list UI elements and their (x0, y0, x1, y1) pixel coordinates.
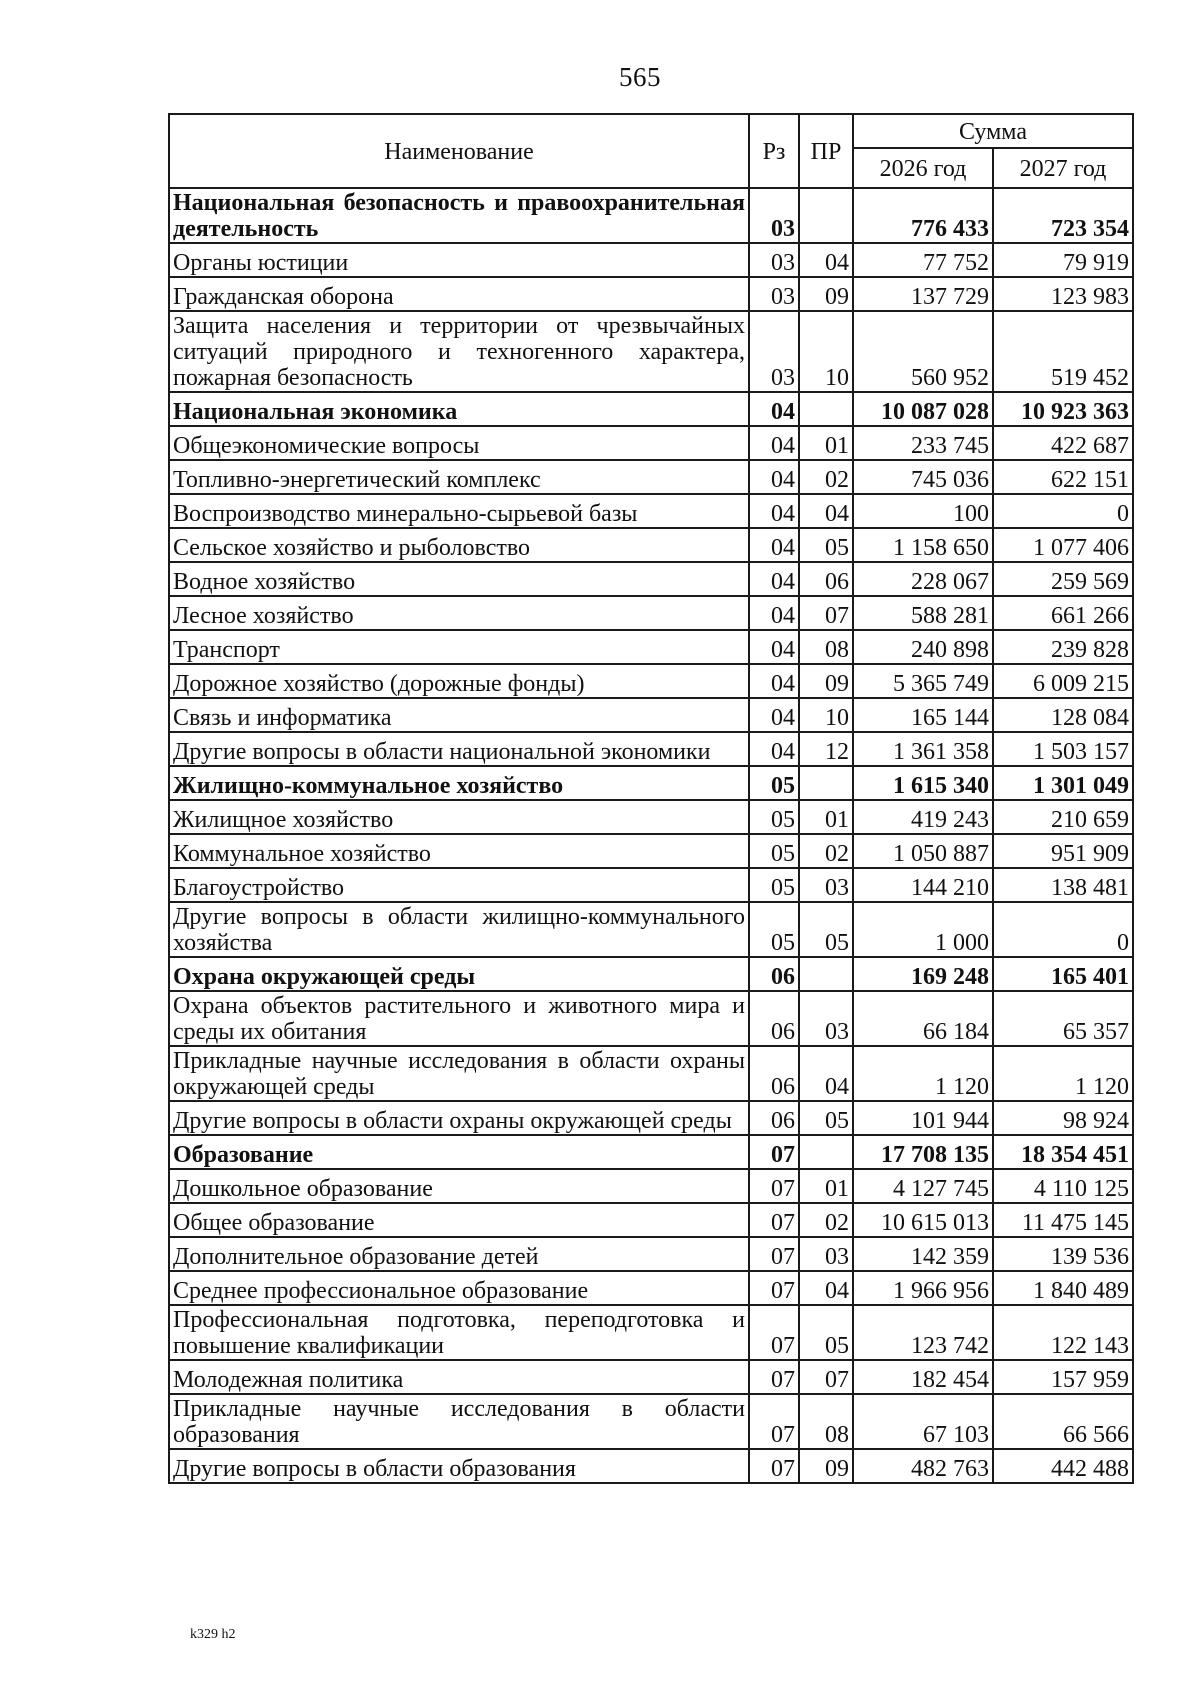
cell-name: Дошкольное образование (169, 1169, 749, 1203)
cell-pr (799, 392, 853, 426)
cell-name: Национальная безопасность и правоохранительная деятельность (169, 188, 749, 243)
cell-rz: 04 (749, 596, 799, 630)
cell-name: Другие вопросы в области охраны окружающей среды (169, 1101, 749, 1135)
table-row (169, 664, 1133, 698)
cell-name: Национальная экономика (169, 392, 749, 426)
cell-amount-2027: 1 077 406 (993, 528, 1133, 562)
cell-pr: 01 (799, 1169, 853, 1203)
cell-amount-2027: 1 840 489 (993, 1271, 1133, 1305)
cell-rz: 05 (749, 868, 799, 902)
cell-amount-2027: 6 009 215 (993, 664, 1133, 698)
cell-name: Прикладные научные исследования в области охраны окружающей среды (169, 1046, 749, 1101)
cell-rz: 04 (749, 698, 799, 732)
cell-amount-2027: 10 923 363 (993, 392, 1133, 426)
cell-pr (799, 188, 853, 243)
cell-pr: 04 (799, 1271, 853, 1305)
cell-name: Образование (169, 1135, 749, 1169)
cell-rz: 05 (749, 766, 799, 800)
table-row (169, 1203, 1133, 1237)
cell-amount-2026: 165 144 (853, 698, 993, 732)
cell-amount-2027: 98 924 (993, 1101, 1133, 1135)
cell-amount-2026: 100 (853, 494, 993, 528)
cell-name: Другие вопросы в области образования (169, 1449, 749, 1483)
cell-amount-2026: 1 615 340 (853, 766, 993, 800)
cell-amount-2026: 67 103 (853, 1394, 993, 1449)
table-body (169, 188, 1133, 1483)
cell-amount-2027: 1 120 (993, 1046, 1133, 1101)
cell-pr: 04 (799, 1046, 853, 1101)
cell-amount-2026: 77 752 (853, 243, 993, 277)
cell-pr: 07 (799, 1360, 853, 1394)
cell-name: Дополнительное образование детей (169, 1237, 749, 1271)
cell-amount-2026: 1 361 358 (853, 732, 993, 766)
cell-amount-2026: 560 952 (853, 311, 993, 392)
table-row (169, 902, 1133, 957)
cell-name: Дорожное хозяйство (дорожные фонды) (169, 664, 749, 698)
cell-name: Среднее профессиональное образование (169, 1271, 749, 1305)
budget-table-container (168, 113, 1132, 1484)
cell-rz: 07 (749, 1394, 799, 1449)
cell-name: Охрана окружающей среды (169, 957, 749, 991)
cell-amount-2026: 5 365 749 (853, 664, 993, 698)
cell-rz: 07 (749, 1237, 799, 1271)
cell-pr: 07 (799, 596, 853, 630)
table-row (169, 528, 1133, 562)
cell-amount-2026: 1 050 887 (853, 834, 993, 868)
cell-pr: 05 (799, 1101, 853, 1135)
cell-rz: 05 (749, 834, 799, 868)
cell-pr: 06 (799, 562, 853, 596)
table-section-row (169, 392, 1133, 426)
cell-amount-2026: 1 120 (853, 1046, 993, 1101)
cell-amount-2027: 123 983 (993, 277, 1133, 311)
cell-rz: 04 (749, 664, 799, 698)
cell-amount-2027: 138 481 (993, 868, 1133, 902)
cell-amount-2026: 101 944 (853, 1101, 993, 1135)
cell-rz: 07 (749, 1449, 799, 1483)
cell-name: Лесное хозяйство (169, 596, 749, 630)
cell-name: Общеэкономические вопросы (169, 426, 749, 460)
cell-amount-2026: 482 763 (853, 1449, 993, 1483)
cell-amount-2027: 259 569 (993, 562, 1133, 596)
cell-amount-2027: 210 659 (993, 800, 1133, 834)
cell-amount-2027: 661 266 (993, 596, 1133, 630)
table-row (169, 630, 1133, 664)
table-section-row (169, 957, 1133, 991)
table-row (169, 1305, 1133, 1360)
cell-amount-2026: 10 615 013 (853, 1203, 993, 1237)
cell-pr: 02 (799, 1203, 853, 1237)
cell-pr: 01 (799, 426, 853, 460)
cell-rz: 07 (749, 1305, 799, 1360)
cell-pr: 02 (799, 834, 853, 868)
cell-amount-2027: 1 301 049 (993, 766, 1133, 800)
table-section-row (169, 188, 1133, 243)
cell-name: Другие вопросы в области жилищно-коммунального хозяйства (169, 902, 749, 957)
cell-amount-2026: 1 158 650 (853, 528, 993, 562)
table-row (169, 1101, 1133, 1135)
cell-amount-2026: 182 454 (853, 1360, 993, 1394)
cell-pr (799, 957, 853, 991)
table-row (169, 426, 1133, 460)
cell-amount-2026: 10 087 028 (853, 392, 993, 426)
cell-name: Общее образование (169, 1203, 749, 1237)
cell-amount-2026: 745 036 (853, 460, 993, 494)
cell-amount-2026: 1 000 (853, 902, 993, 957)
cell-rz: 06 (749, 991, 799, 1046)
cell-amount-2027: 165 401 (993, 957, 1133, 991)
table-row (169, 494, 1133, 528)
table-section-row (169, 1135, 1133, 1169)
cell-rz: 04 (749, 494, 799, 528)
cell-rz: 04 (749, 630, 799, 664)
cell-pr: 05 (799, 1305, 853, 1360)
cell-rz: 07 (749, 1360, 799, 1394)
cell-pr: 04 (799, 494, 853, 528)
cell-pr: 10 (799, 698, 853, 732)
table-row (169, 277, 1133, 311)
cell-name: Связь и информатика (169, 698, 749, 732)
cell-amount-2026: 123 742 (853, 1305, 993, 1360)
cell-rz: 06 (749, 1046, 799, 1101)
cell-amount-2026: 1 966 956 (853, 1271, 993, 1305)
cell-amount-2026: 233 745 (853, 426, 993, 460)
cell-rz: 04 (749, 392, 799, 426)
cell-amount-2027: 122 143 (993, 1305, 1133, 1360)
cell-amount-2027: 422 687 (993, 426, 1133, 460)
cell-name: Защита населения и территории от чрезвычайных ситуаций природного и техногенного характера, пожарная безопасность (169, 311, 749, 392)
table-section-row (169, 766, 1133, 800)
cell-amount-2027: 519 452 (993, 311, 1133, 392)
cell-name: Благоустройство (169, 868, 749, 902)
cell-amount-2027: 18 354 451 (993, 1135, 1133, 1169)
cell-amount-2027: 11 475 145 (993, 1203, 1133, 1237)
table-row (169, 1360, 1133, 1394)
header-year-2026: 2026 год (853, 148, 993, 188)
cell-rz: 04 (749, 732, 799, 766)
table-row (169, 1237, 1133, 1271)
header-year-2027: 2027 год (993, 148, 1133, 188)
cell-amount-2027: 0 (993, 902, 1133, 957)
table-row (169, 1394, 1133, 1449)
cell-amount-2027: 79 919 (993, 243, 1133, 277)
cell-pr: 08 (799, 1394, 853, 1449)
cell-pr: 09 (799, 277, 853, 311)
cell-amount-2026: 144 210 (853, 868, 993, 902)
table-row (169, 1046, 1133, 1101)
header-pr: ПР (799, 114, 853, 188)
cell-rz: 06 (749, 957, 799, 991)
cell-amount-2026: 419 243 (853, 800, 993, 834)
cell-pr: 09 (799, 1449, 853, 1483)
cell-pr: 05 (799, 902, 853, 957)
cell-amount-2027: 951 909 (993, 834, 1133, 868)
header-sum: Сумма (853, 114, 1133, 148)
cell-name: Коммунальное хозяйство (169, 834, 749, 868)
cell-rz: 03 (749, 188, 799, 243)
cell-rz: 03 (749, 311, 799, 392)
cell-rz: 03 (749, 243, 799, 277)
cell-amount-2027: 239 828 (993, 630, 1133, 664)
cell-pr: 03 (799, 1237, 853, 1271)
cell-amount-2026: 228 067 (853, 562, 993, 596)
cell-pr: 03 (799, 868, 853, 902)
table-row (169, 991, 1133, 1046)
table-row (169, 460, 1133, 494)
cell-pr (799, 766, 853, 800)
budget-table (168, 113, 1134, 1484)
cell-pr: 05 (799, 528, 853, 562)
table-header (169, 114, 1133, 188)
cell-rz: 04 (749, 460, 799, 494)
cell-name: Воспроизводство минерально-сырьевой базы (169, 494, 749, 528)
cell-amount-2027: 4 110 125 (993, 1169, 1133, 1203)
cell-rz: 05 (749, 902, 799, 957)
cell-pr: 10 (799, 311, 853, 392)
table-row (169, 732, 1133, 766)
cell-name: Прикладные научные исследования в области образования (169, 1394, 749, 1449)
cell-amount-2027: 1 503 157 (993, 732, 1133, 766)
cell-rz: 04 (749, 426, 799, 460)
cell-rz: 03 (749, 277, 799, 311)
cell-name: Транспорт (169, 630, 749, 664)
cell-amount-2026: 4 127 745 (853, 1169, 993, 1203)
cell-amount-2026: 142 359 (853, 1237, 993, 1271)
cell-name: Охрана объектов растительного и животного мира и среды их обитания (169, 991, 749, 1046)
cell-name: Сельское хозяйство и рыболовство (169, 528, 749, 562)
cell-amount-2027: 157 959 (993, 1360, 1133, 1394)
cell-amount-2027: 66 566 (993, 1394, 1133, 1449)
cell-rz: 07 (749, 1135, 799, 1169)
table-row (169, 698, 1133, 732)
cell-name: Молодежная политика (169, 1360, 749, 1394)
cell-amount-2027: 723 354 (993, 188, 1133, 243)
cell-amount-2026: 588 281 (853, 596, 993, 630)
cell-rz: 04 (749, 562, 799, 596)
cell-amount-2026: 66 184 (853, 991, 993, 1046)
table-row (169, 1271, 1133, 1305)
cell-amount-2026: 17 708 135 (853, 1135, 993, 1169)
header-rz: Рз (749, 114, 799, 188)
table-row (169, 311, 1133, 392)
cell-amount-2026: 240 898 (853, 630, 993, 664)
cell-amount-2027: 65 357 (993, 991, 1133, 1046)
cell-name: Жилищно-коммунальное хозяйство (169, 766, 749, 800)
cell-rz: 07 (749, 1271, 799, 1305)
table-row (169, 800, 1133, 834)
cell-rz: 04 (749, 528, 799, 562)
cell-amount-2027: 0 (993, 494, 1133, 528)
cell-pr: 01 (799, 800, 853, 834)
cell-pr: 09 (799, 664, 853, 698)
cell-pr: 12 (799, 732, 853, 766)
cell-amount-2027: 442 488 (993, 1449, 1133, 1483)
cell-name: Другие вопросы в области национальной экономики (169, 732, 749, 766)
table-row (169, 868, 1133, 902)
table-row (169, 834, 1133, 868)
cell-rz: 07 (749, 1169, 799, 1203)
header-name: Наименование (169, 114, 749, 188)
cell-amount-2027: 139 536 (993, 1237, 1133, 1271)
footer-code: k329 h2 (190, 1627, 236, 1642)
table-row (169, 1449, 1133, 1483)
cell-pr: 02 (799, 460, 853, 494)
cell-amount-2027: 128 084 (993, 698, 1133, 732)
cell-pr: 04 (799, 243, 853, 277)
cell-rz: 06 (749, 1101, 799, 1135)
table-row (169, 1169, 1133, 1203)
cell-name: Жилищное хозяйство (169, 800, 749, 834)
cell-pr (799, 1135, 853, 1169)
cell-pr: 03 (799, 991, 853, 1046)
cell-name: Профессиональная подготовка, переподготовка и повышение квалификации (169, 1305, 749, 1360)
cell-name: Водное хозяйство (169, 562, 749, 596)
cell-pr: 08 (799, 630, 853, 664)
cell-amount-2026: 776 433 (853, 188, 993, 243)
cell-rz: 07 (749, 1203, 799, 1237)
cell-name: Топливно-энергетический комплекс (169, 460, 749, 494)
cell-amount-2027: 622 151 (993, 460, 1133, 494)
page-number: 565 (619, 62, 661, 92)
cell-amount-2026: 137 729 (853, 277, 993, 311)
table-row (169, 243, 1133, 277)
table-row (169, 562, 1133, 596)
cell-name: Гражданская оборона (169, 277, 749, 311)
cell-amount-2026: 169 248 (853, 957, 993, 991)
cell-rz: 05 (749, 800, 799, 834)
cell-name: Органы юстиции (169, 243, 749, 277)
table-row (169, 596, 1133, 630)
